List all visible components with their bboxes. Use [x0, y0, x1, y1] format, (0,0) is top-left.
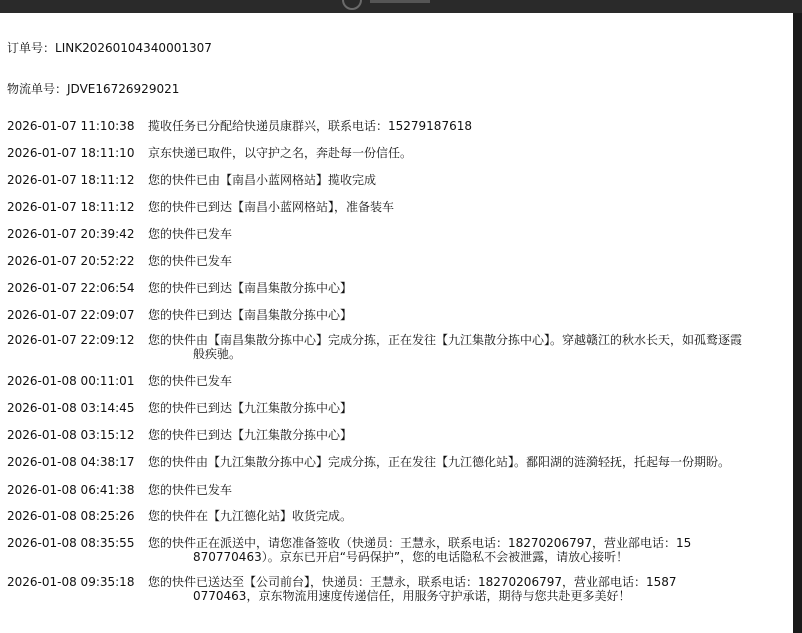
event-timestamp: 2026-01-08 09:35:18: [7, 575, 135, 589]
event-timestamp: 2026-01-07 22:09:12: [7, 333, 135, 347]
event-description-line: 您的快件已发车: [148, 483, 233, 497]
scrollbar[interactable]: [793, 13, 802, 633]
event-timestamp: 2026-01-07 22:06:54: [7, 281, 135, 295]
event-timestamp: 2026-01-08 04:38:17: [7, 455, 135, 469]
event-description-line: 您的快件已到达【九江集散分拣中心】: [148, 401, 353, 415]
record-icon: [342, 0, 362, 10]
event-description: [148, 333, 778, 361]
event-description-continuation: 般疾驰。: [193, 347, 242, 361]
event-description-line: 您的快件已送达至【公司前台】，快递员：王慧永，联系电话：18270206797，营业部电话：1587: [148, 575, 677, 589]
event-description-line: 您的快件已到达【南昌小蓝网格站】，准备装车: [148, 200, 395, 214]
order-number-value: LINK20260104340001307: [55, 41, 212, 55]
top-bar-label-blur: [370, 0, 430, 3]
event-description-line: 您的快件已到达【南昌集散分拣中心】: [148, 308, 353, 322]
order-number-line: [7, 39, 212, 56]
event-description-line: 您的快件已到达【南昌集散分拣中心】: [148, 281, 353, 295]
order-number-label: 订单号：: [7, 41, 56, 55]
event-description-line: 您的快件正在派送中，请您准备签收（快递员：王慧永，联系电话：18270206797，营业部电话：15: [148, 536, 692, 550]
event-timestamp: 2026-01-08 08:25:26: [7, 509, 135, 523]
event-description: [148, 455, 778, 469]
event-description: [148, 254, 778, 268]
event-timestamp: 2026-01-08 06:41:38: [7, 483, 135, 497]
event-timestamp: 2026-01-07 11:10:38: [7, 119, 135, 133]
top-bar: [0, 0, 802, 13]
event-description-line: 您的快件已由【南昌小蓝网格站】揽收完成: [148, 173, 377, 187]
event-description-line: 您的快件在【九江德化站】收货完成。: [148, 509, 353, 523]
event-description: [148, 146, 778, 160]
event-description-continuation: 0770463，京东物流用速度传递信任，用服务守护承诺，期待与您共赴更多美好！: [193, 589, 631, 603]
event-description: [148, 428, 778, 442]
event-timestamp: 2026-01-08 03:15:12: [7, 428, 135, 442]
event-timestamp: 2026-01-07 18:11:12: [7, 173, 135, 187]
event-description: [148, 401, 778, 415]
event-description-line: 京东快递已取件，以守护之名，奔赴每一份信任。: [148, 146, 413, 160]
event-description: [148, 374, 778, 388]
event-description: [148, 509, 778, 523]
event-description: [148, 200, 778, 214]
waybill-number-value: JDVE16726929021: [67, 82, 180, 96]
event-description: [148, 483, 778, 497]
event-description-line: 您的快件已发车: [148, 254, 233, 268]
event-description-continuation: 870770463）。京东已开启“号码保护”，您的电话隐私不会被泄露，请放心接听！: [193, 550, 629, 564]
event-description-line: 您的快件由【九江集散分拣中心】完成分拣，正在发往【九江德化站】。鄱阳湖的涟漪轻抚，托起每一份期盼。: [148, 455, 731, 469]
event-description-line: 您的快件由【南昌集散分拣中心】完成分拣，正在发往【九江集散分拣中心】。穿越赣江的秋水长天，如孤鹜逐霞: [148, 333, 743, 347]
event-description: [148, 536, 778, 564]
event-description-line: 您的快件已发车: [148, 374, 233, 388]
event-description-line: 揽收任务已分配给快递员康群兴，联系电话：15279187618: [148, 119, 472, 133]
event-timestamp: 2026-01-08 00:11:01: [7, 374, 135, 388]
event-description: [148, 173, 778, 187]
event-description-line: 您的快件已发车: [148, 227, 233, 241]
event-timestamp: 2026-01-07 18:11:12: [7, 200, 135, 214]
waybill-number-line: [7, 80, 179, 97]
event-description-line: 您的快件已到达【九江集散分拣中心】: [148, 428, 353, 442]
event-timestamp: 2026-01-07 20:39:42: [7, 227, 135, 241]
event-description: [148, 227, 778, 241]
event-timestamp: 2026-01-07 18:11:10: [7, 146, 135, 160]
event-timestamp: 2026-01-07 22:09:07: [7, 308, 135, 322]
event-timestamp: 2026-01-08 03:14:45: [7, 401, 135, 415]
event-description: [148, 281, 778, 295]
event-timestamp: 2026-01-07 20:52:22: [7, 254, 135, 268]
event-timestamp: 2026-01-08 08:35:55: [7, 536, 135, 550]
event-description: [148, 119, 778, 133]
event-description: [148, 308, 778, 322]
waybill-number-label: 物流单号：: [7, 82, 68, 96]
event-description: [148, 575, 778, 603]
document-page: [0, 13, 793, 633]
